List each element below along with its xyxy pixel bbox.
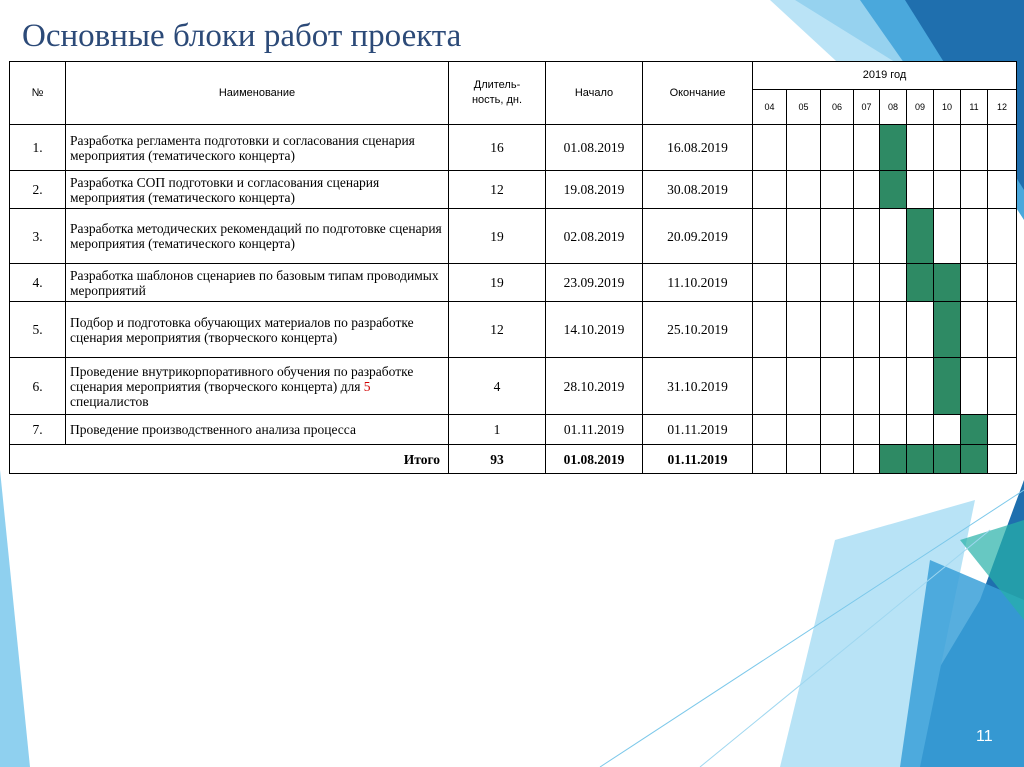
gantt-cell [787,209,821,264]
gantt-cell [907,415,934,445]
header-start: Начало [546,62,643,125]
deco-left-strip [0,470,30,767]
month-header: 09 [907,90,934,125]
row-num: 3. [10,209,66,264]
total-label: Итого [10,445,449,474]
gantt-cell [753,209,787,264]
gantt-cell [821,358,854,415]
row-duration: 4 [449,358,546,415]
gantt-cell [907,171,934,209]
row-num: 5. [10,302,66,358]
gantt-cell [961,125,988,171]
gantt-bar [907,264,934,302]
gantt-cell [934,125,961,171]
row-duration: 19 [449,209,546,264]
row-start: 28.10.2019 [546,358,643,415]
header-num: № [10,62,66,125]
gantt-cell [934,209,961,264]
month-header: 12 [988,90,1017,125]
row-duration: 12 [449,171,546,209]
table-row [10,415,1017,445]
header-end: Окончание [643,62,753,125]
gantt-cell [988,171,1017,209]
gantt-cell [821,209,854,264]
header-row-year [10,62,1017,90]
gantt-cell [753,171,787,209]
row-name-text: Проведение внутрикорпоративного обучения по разработке сценария мероприятия (творческого концерта) для [70,363,414,394]
table-row [10,264,1017,302]
gantt-cell [787,358,821,415]
gantt-cell [907,358,934,415]
specialist-count: 5 [363,378,371,394]
gantt-cell [988,209,1017,264]
gantt-cell [753,415,787,445]
row-name: Разработка регламента подготовки и согласования сценария мероприятия (тематического концерта) [66,125,449,171]
month-header: 04 [753,90,787,125]
gantt-cell [854,209,880,264]
row-name-text-end: специалистов [70,393,149,409]
gantt-cell [988,445,1017,474]
page-number: 11 [976,728,993,745]
header-name: Наименование [66,62,449,125]
gantt-bar [961,415,988,445]
row-num: 7. [10,415,66,445]
row-num: 1. [10,125,66,171]
month-header: 06 [821,90,854,125]
row-num: 4. [10,264,66,302]
gantt-cell [880,209,907,264]
gantt-cell [854,358,880,415]
gantt-cell [854,264,880,302]
gantt-cell [961,171,988,209]
gantt-cell [854,415,880,445]
gantt-cell [880,264,907,302]
total-start: 01.08.2019 [546,445,643,474]
table-row [10,171,1017,209]
gantt-bar [907,209,934,264]
gantt-cell [934,415,961,445]
gantt-cell [961,302,988,358]
gantt-cell [988,264,1017,302]
gantt-cell [821,171,854,209]
table-row [10,209,1017,264]
row-name: Разработка методических рекомендаций по подготовке сценария мероприятия (тематического концерта) [66,209,449,264]
row-duration: 12 [449,302,546,358]
row-name: Разработка шаблонов сценариев по базовым типам проводимых мероприятий [66,264,449,302]
total-duration: 93 [449,445,546,474]
row-start: 01.11.2019 [546,415,643,445]
slide-title: Основные блоки работ проекта [22,18,462,54]
table-row [10,302,1017,358]
header-duration-line2: ность, дн. [471,94,523,106]
gantt-cell [787,125,821,171]
gantt-cell [988,125,1017,171]
gantt-bar [880,171,907,209]
row-start: 23.09.2019 [546,264,643,302]
row-start: 14.10.2019 [546,302,643,358]
header-duration [449,62,546,125]
gantt-cell [934,171,961,209]
row-name: Подбор и подготовка обучающих материалов по разработке сценария мероприятия (творческого концерта) [66,302,449,358]
row-duration: 16 [449,125,546,171]
gantt-bar [934,302,961,358]
gantt-cell [988,415,1017,445]
gantt-cell [821,415,854,445]
row-start: 02.08.2019 [546,209,643,264]
total-end: 01.11.2019 [643,445,753,474]
month-header: 10 [934,90,961,125]
gantt-cell [854,302,880,358]
row-start: 19.08.2019 [546,171,643,209]
table-row [10,125,1017,171]
gantt-cell [854,445,880,474]
gantt-bar [934,445,961,474]
gantt-cell [961,209,988,264]
total-row [10,445,1017,474]
gantt-cell [753,302,787,358]
row-end: 25.10.2019 [643,302,753,358]
gantt-bar [934,264,961,302]
row-name [66,358,449,415]
gantt-cell [821,264,854,302]
gantt-cell [988,302,1017,358]
gantt-bar [961,445,988,474]
gantt-cell [961,358,988,415]
gantt-cell [787,264,821,302]
header-year: 2019 год [753,62,1017,90]
gantt-cell [907,125,934,171]
row-duration: 19 [449,264,546,302]
gantt-bar [907,445,934,474]
header-duration-line1: Длитель- [473,79,521,91]
row-num: 6. [10,358,66,415]
row-num: 2. [10,171,66,209]
gantt-bar [880,125,907,171]
gantt-cell [821,445,854,474]
gantt-cell [880,302,907,358]
row-end: 30.08.2019 [643,171,753,209]
gantt-cell [753,264,787,302]
gantt-cell [753,125,787,171]
gantt-cell [880,415,907,445]
gantt-cell [753,445,787,474]
gantt-cell [787,415,821,445]
gantt-cell [961,264,988,302]
gantt-table [9,61,1017,474]
gantt-cell [854,171,880,209]
row-end: 11.10.2019 [643,264,753,302]
row-end: 16.08.2019 [643,125,753,171]
gantt-cell [854,125,880,171]
row-name: Разработка СОП подготовки и согласования сценария мероприятия (тематического концерта) [66,171,449,209]
gantt-bar [934,358,961,415]
row-end: 01.11.2019 [643,415,753,445]
gantt-cell [821,302,854,358]
gantt-cell [753,358,787,415]
table-row [10,358,1017,415]
gantt-bar [880,445,907,474]
gantt-cell [821,125,854,171]
gantt-cell [988,358,1017,415]
gantt-cell [907,302,934,358]
month-header: 05 [787,90,821,125]
month-header: 11 [961,90,988,125]
row-start: 01.08.2019 [546,125,643,171]
month-header: 07 [854,90,880,125]
gantt-cell [787,445,821,474]
row-duration: 1 [449,415,546,445]
month-header: 08 [880,90,907,125]
gantt-cell [787,302,821,358]
row-end: 20.09.2019 [643,209,753,264]
gantt-cell [880,358,907,415]
gantt-cell [787,171,821,209]
row-end: 31.10.2019 [643,358,753,415]
row-name: Проведение производственного анализа процесса [66,415,449,445]
